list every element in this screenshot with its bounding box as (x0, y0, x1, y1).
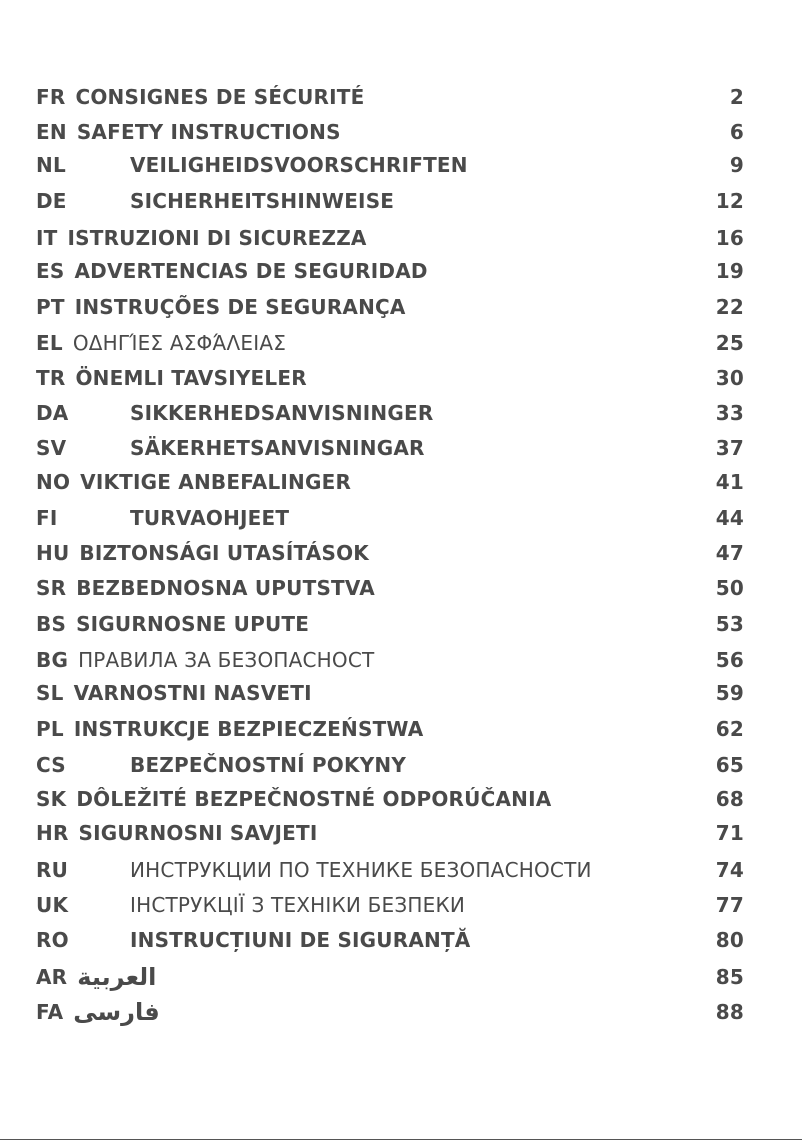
toc-entry-bs[interactable] (36, 609, 744, 639)
toc-entry-it[interactable] (36, 223, 744, 253)
section-title: العربية (77, 963, 157, 991)
page-number: 71 (715, 821, 744, 845)
language-code: BS (36, 612, 67, 636)
language-code: SV (36, 436, 67, 460)
section-title: SIGURNOSNE UPUTE (76, 612, 310, 636)
language-code: PL (36, 717, 64, 741)
page-number: 77 (715, 893, 744, 917)
section-title: ADVERTENCIAS DE SEGURIDAD (74, 259, 428, 283)
language-code: HU (36, 541, 70, 565)
page-number: 41 (715, 470, 744, 494)
section-title: SICHERHEITSHINWEISE (130, 189, 395, 213)
page-number: 85 (715, 965, 744, 989)
toc-entry-tr[interactable] (36, 363, 744, 393)
page-number: 80 (715, 928, 744, 952)
language-code: EN (36, 120, 67, 144)
section-title: INSTRUÇÕES DE SEGURANÇA (74, 295, 406, 319)
toc-entry-uk[interactable] (36, 890, 744, 920)
bottom-rule (0, 1139, 802, 1140)
page-number: 44 (715, 506, 744, 530)
section-title: ISTRUZIONI DI SICUREZZA (67, 226, 367, 250)
page-number: 2 (729, 85, 744, 109)
toc-entry-fi[interactable] (36, 503, 744, 533)
page-number: 53 (715, 612, 744, 636)
section-title: BEZPEČNOSTNÍ POKYNY (130, 753, 406, 777)
language-code: ES (36, 259, 65, 283)
toc-entry-sv[interactable] (36, 433, 744, 463)
page-number: 33 (715, 401, 744, 425)
toc-entry-bg[interactable] (36, 645, 744, 675)
language-code: SK (36, 787, 67, 811)
language-code: PT (36, 295, 65, 319)
page-number: 65 (715, 753, 744, 777)
toc-entry-hu[interactable] (36, 538, 744, 568)
page-number: 74 (715, 858, 744, 882)
toc-entry-pt[interactable] (36, 292, 744, 322)
language-code: RU (36, 858, 69, 882)
language-code: TR (36, 366, 66, 390)
section-title: SÄKERHETSANVISNINGAR (130, 436, 425, 460)
section-title: SIKKERHEDSANVISNINGER (130, 401, 434, 425)
page-number: 25 (715, 331, 744, 355)
toc-entry-en[interactable] (36, 117, 744, 147)
section-title: ІНСТРУКЦІЇ З ТЕХНІКИ БЕЗПЕКИ (130, 893, 466, 917)
language-code: UK (36, 893, 69, 917)
language-code: DE (36, 189, 67, 213)
language-code: SR (36, 576, 67, 600)
page-number: 22 (715, 295, 744, 319)
language-code: NO (36, 470, 71, 494)
page-number: 30 (715, 366, 744, 390)
toc-entry-sl[interactable] (36, 678, 744, 708)
section-title: ИНСТРУКЦИИ ПО ТЕХНИКЕ БЕЗОПАСНОСТИ (130, 858, 592, 882)
toc-entry-no[interactable] (36, 467, 744, 497)
section-title: SAFETY INSTRUCTIONS (76, 120, 341, 144)
page-number: 37 (715, 436, 744, 460)
toc-entry-ar[interactable] (36, 962, 744, 992)
page-number: 62 (715, 717, 744, 741)
language-code: EL (36, 331, 63, 355)
section-title: SIGURNOSNI SAVJETI (78, 821, 318, 845)
toc-entry-ro[interactable] (36, 925, 744, 955)
language-code: NL (36, 153, 66, 177)
section-title: INSTRUKCJE BEZPIECZEŃSTWA (73, 717, 424, 741)
language-code: FI (36, 506, 58, 530)
toc-entry-pl[interactable] (36, 714, 744, 744)
toc-entry-de[interactable] (36, 186, 744, 216)
section-title: ΟΔΗΓΊΕΣ ΑΣΦΆΛΕΙΑΣ (72, 331, 287, 355)
section-title: BEZBEDNOSNA UPUTSTVA (76, 576, 375, 600)
section-title: TURVAOHJEET (130, 506, 290, 530)
page-number: 88 (715, 1000, 744, 1024)
toc-entry-cs[interactable] (36, 750, 744, 780)
language-code: IT (36, 226, 58, 250)
language-code: RO (36, 928, 69, 952)
toc-entry-es[interactable] (36, 256, 744, 286)
language-code: FA (36, 1000, 64, 1024)
section-title: CONSIGNES DE SÉCURITÉ (75, 85, 365, 109)
toc-entry-sk[interactable] (36, 784, 744, 814)
language-code: DA (36, 401, 69, 425)
page-number: 19 (715, 259, 744, 283)
page-number: 12 (715, 189, 744, 213)
section-title: DÔLEŽITÉ BEZPEČNOSTNÉ ODPORÚČANIA (76, 787, 552, 811)
toc-entry-da[interactable] (36, 398, 744, 428)
page-number: 47 (715, 541, 744, 565)
language-code: AR (36, 965, 68, 989)
language-code: FR (36, 85, 66, 109)
toc-entry-hr[interactable] (36, 818, 744, 848)
toc-entry-fr[interactable] (36, 82, 744, 112)
section-title: VEILIGHEIDSVOORSCHRIFTEN (130, 153, 468, 177)
toc-entry-nl[interactable] (36, 150, 744, 180)
section-title: ПРАВИЛА ЗА БЕЗОПАСНОСТ (78, 648, 375, 672)
page-number: 50 (715, 576, 744, 600)
page-number: 59 (715, 681, 744, 705)
section-title: BIZTONSÁGI UTASÍTÁSOK (79, 541, 369, 565)
page-number: 16 (715, 226, 744, 250)
page-number: 56 (715, 648, 744, 672)
page-number: 68 (715, 787, 744, 811)
section-title: ÖNEMLI TAVSIYELER (75, 366, 307, 390)
toc-entry-ru[interactable] (36, 855, 744, 885)
toc-entry-fa[interactable] (36, 997, 744, 1027)
language-code: CS (36, 753, 66, 777)
page-number: 6 (729, 120, 744, 144)
section-title: INSTRUCȚIUNI DE SIGURANȚĂ (130, 928, 471, 952)
language-code: BG (36, 648, 69, 672)
toc-entry-sr[interactable] (36, 573, 744, 603)
section-title: VARNOSTNI NASVETI (73, 681, 312, 705)
language-code: SL (36, 681, 64, 705)
page-number: 9 (729, 153, 744, 177)
section-title: VIKTIGE ANBEFALINGER (80, 470, 352, 494)
toc-entry-el[interactable] (36, 328, 744, 358)
language-code: HR (36, 821, 69, 845)
section-title: فارسی (73, 998, 160, 1026)
